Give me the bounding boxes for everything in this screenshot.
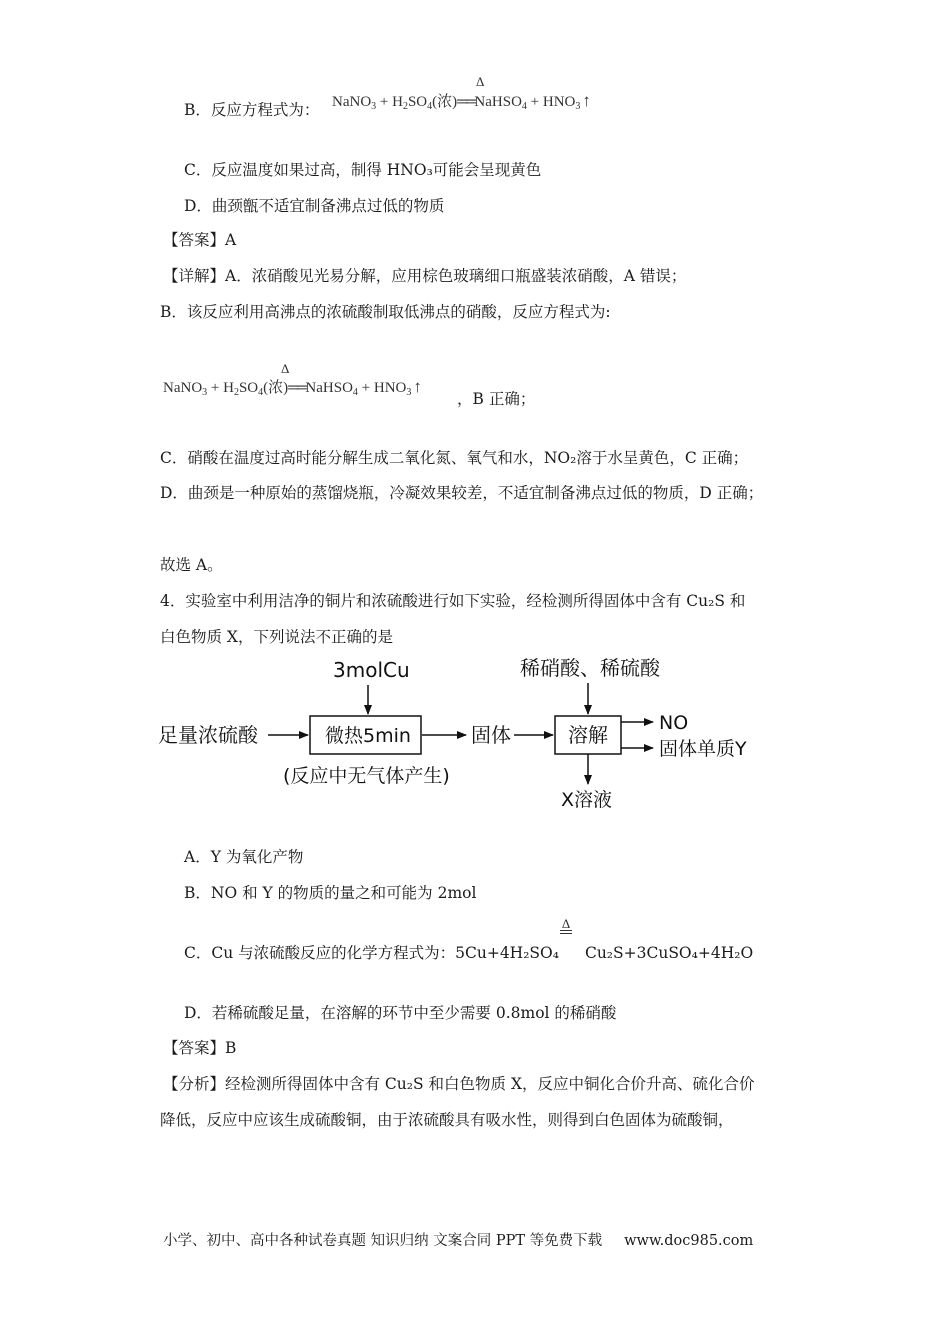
- q3-equation: NaNO$_3$ + $H_2SO_4$(浓)══NaHSO$_4$ + $HNO_3$ ↑: [332, 91, 591, 112]
- diagram-input-left: 足量浓硫酸: [158, 723, 258, 747]
- page-footer: [163, 1229, 753, 1250]
- q4-option-c: [184, 942, 753, 964]
- q3-detail-a: 【详解】A．浓硝酸见光易分解，应用棕色玻璃细口瓶盛装浓硝酸，A 错误；: [163, 267, 687, 285]
- q4-stem-line1: 4．实验室中利用洁净的铜片和浓硫酸进行如下实验，经检测所得固体中含有 Cu₂S 和: [160, 592, 746, 610]
- q4-analysis-2: 降低，反应中应该生成硫酸铜，由于浓硫酸具有吸水性，则得到白色固体为硫酸铜，: [160, 1111, 734, 1129]
- q3-option-d: D．曲颈甑不适宜制备沸点过低的物质: [184, 197, 445, 215]
- diagram-out-y: 固体单质Y: [659, 738, 747, 760]
- q3-detail-b: B．该反应利用高沸点的浓硫酸制取低沸点的硝酸，反应方程式为:: [160, 303, 611, 321]
- diagram-solid: 固体: [471, 723, 511, 747]
- q4-option-c-delta: Δ: [560, 916, 572, 934]
- diagram-note: (反应中无气体产生): [283, 765, 450, 787]
- q3-option-c: C．反应温度如果过高，制得 HNO₃可能会呈现黄色: [184, 161, 542, 179]
- q3-detail-eq-delta: Δ: [281, 361, 290, 376]
- q4-option-c-rhs: Cu₂S+3CuSO₄+4H₂O: [584, 944, 754, 962]
- q3-detail-b-tail: ，B 正确；: [457, 390, 536, 408]
- q3-eq-delta: Δ: [476, 74, 485, 89]
- q3-answer: 【答案】A: [163, 231, 237, 249]
- diagram-out-no: NO: [659, 712, 689, 734]
- q4-option-d: D．若稀硫酸足量，在溶解的环节中至少需要 0.8mol 的稀硝酸: [184, 1004, 617, 1022]
- diagram-input-top: 3molCu: [333, 658, 410, 682]
- q3-detail-d: D．曲颈是一种原始的蒸馏烧瓶，冷凝效果较差，不适宜制备沸点过低的物质，D 正确；: [160, 484, 764, 502]
- q4-stem-line2: 白色物质 X，下列说法不正确的是: [160, 628, 393, 646]
- q3-conclusion: 故选 A。: [160, 556, 223, 574]
- diagram-out-x: X溶液: [561, 789, 613, 810]
- q4-answer: 【答案】B: [163, 1039, 237, 1057]
- q4-option-b: B．NO 和 Y 的物质的量之和可能为 2mol: [184, 884, 477, 902]
- q4-option-c-lhs: C．Cu 与浓硫酸反应的化学方程式为：5Cu+4H₂SO₄: [184, 944, 559, 962]
- q4-option-a: A．Y 为氧化产物: [184, 848, 304, 866]
- footer-text: 小学、初中、高中各种试卷真题 知识归纳 文案合同 PPT 等免费下载: [163, 1233, 603, 1249]
- diagram-box-heat-label: 微热5min: [325, 725, 411, 747]
- footer-url[interactable]: www.doc985.com: [624, 1233, 754, 1249]
- q3-detail-c: C．硝酸在温度过高时能分解生成二氧化氮、氧气和水，NO₂溶于水呈黄色，C 正确；: [160, 449, 749, 467]
- q4-analysis-1: 【分析】经检测所得固体中含有 Cu₂S 和白色物质 X，反应中铜化合价升高、硫化合价: [163, 1075, 755, 1093]
- q3-option-b-label: B．反应方程式为：: [184, 101, 320, 119]
- diagram-box-dissolve-label: 溶解: [568, 723, 608, 747]
- diagram-input-acids: 稀硝酸、稀硫酸: [520, 656, 660, 680]
- q3-detail-equation: NaNO$_3$ + $H_2SO_4$(浓)══NaHSO$_4$ + $HNO_3$ ↑: [163, 377, 422, 398]
- q4-flow-diagram: [0, 650, 950, 810]
